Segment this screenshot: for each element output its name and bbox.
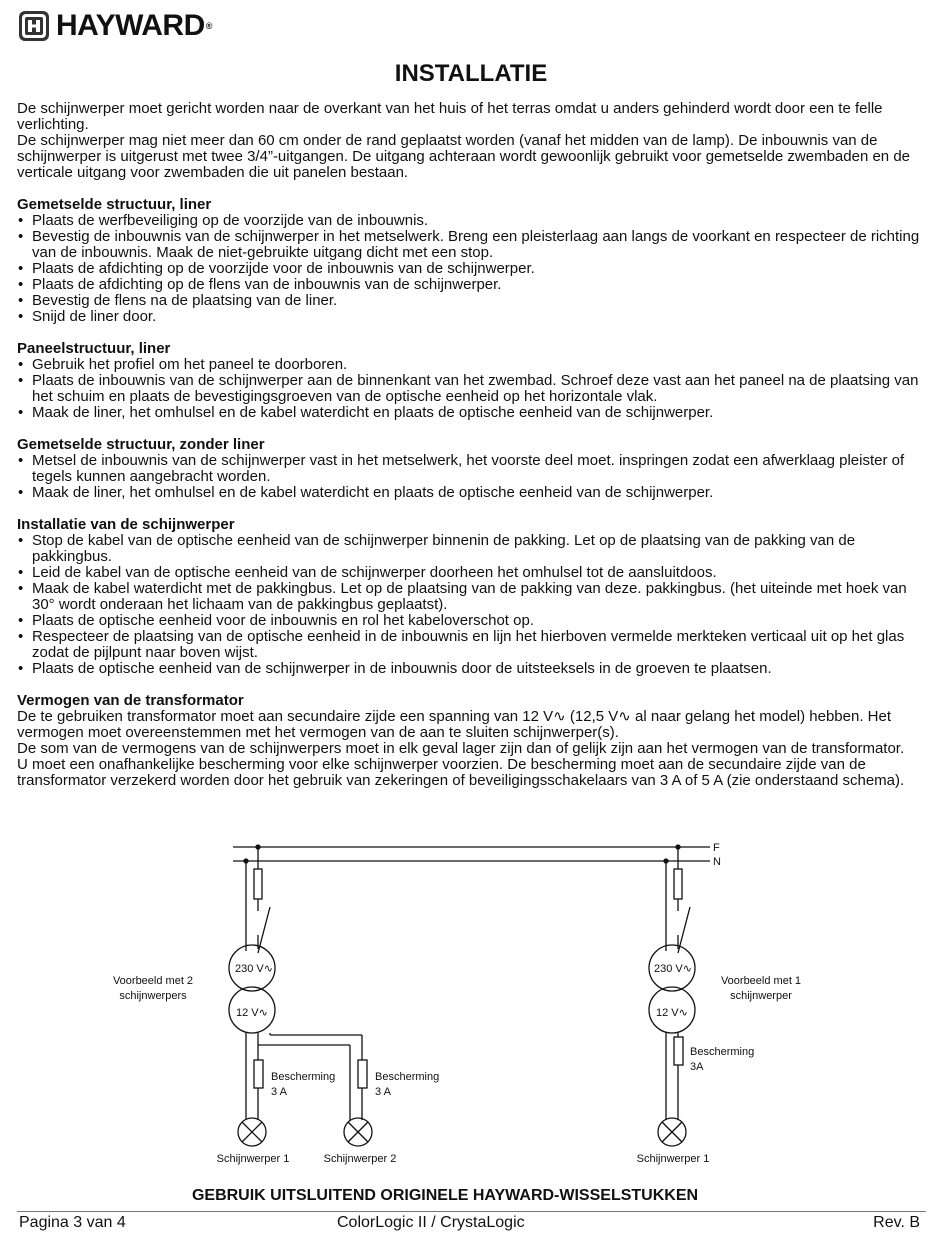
fuse-icon: [674, 1037, 683, 1065]
list-item: • Respecteer de plaatsing van de optische eenheid in de inbouwnis en lijn het hierboven vermelde merkteken verticaal uit op het glas zodat de pijlpunt naar boven wijst.: [17, 629, 929, 661]
brand-name: HAYWARD®: [56, 9, 212, 42]
revision-label: Rev. B: [873, 1214, 920, 1231]
product-name: ColorLogic II / CrystaLogic: [337, 1214, 525, 1231]
page-number: Pagina 3 van 4: [19, 1214, 126, 1231]
list-item: • Plaats de afdichting op de flens van de inbouwnis van de schijnwerper.: [17, 277, 929, 293]
body-paragraph: U moet een onafhankelijke bescherming voor elke schijnwerper voorzien. De bescherming moet aan de secundaire zijde van de transformator verzekerd worden door het gebruik van zekeringen of beveiligingsschakelaars van 3 A of 5 A (zie onderstaand schema).: [17, 756, 905, 789]
right-circuit: [637, 845, 801, 1165]
list-item: • Maak de kabel waterdicht met de pakkingbus. Let op de plaatsing van de pakking van deze. pakkingbus. (het uiteinde met hoek van 30° wordt onderaan het lichaam van de pakkingbus geplaatst).: [17, 581, 929, 613]
list-item: • Gebruik het profiel om het paneel te doorboren.: [17, 357, 929, 373]
footer-divider: [17, 1211, 926, 1212]
fuse-icon: [254, 1060, 263, 1088]
page-footer: [19, 1214, 920, 1234]
fuse-icon: [254, 869, 262, 899]
list-item: • Bevestig de inbouwnis van de schijnwerper in het metselwerk. Breng een pleisterlaag aan langs de voorkant en respecteer de richting van de inbouwnis. Maak de niet-gebruikte uitgang dicht met een stop.: [17, 229, 929, 261]
supply-label-f: F: [713, 842, 720, 854]
supply-label-n: N: [713, 856, 721, 868]
page-title: INSTALLATIE: [394, 60, 548, 87]
section-heading: Installatie van de schijnwerper: [17, 516, 235, 533]
secondary-voltage-label: 12 V∿: [656, 1007, 688, 1019]
bullet-list: [17, 357, 929, 421]
list-item: • Metsel de inbouwnis van de schijnwerper vast in het metselwerk, het voorste deel moet. inspringen zodat een afwerklaag pleister of tegels kunnen aangebracht worden.: [17, 453, 929, 485]
wiring-diagram: [0, 835, 950, 1175]
section-heading: Vermogen van de transformator: [17, 692, 244, 709]
protection-value: 3 A: [271, 1086, 287, 1098]
protection-label: Bescherming: [690, 1046, 755, 1058]
lamp-icon: [238, 1118, 266, 1146]
list-item: • Snijd de liner door.: [17, 309, 929, 325]
bullet-list: [17, 213, 929, 325]
section-heading: Gemetselde structuur, liner: [17, 196, 212, 213]
intro-paragraph: De schijnwerper moet gericht worden naar de overkant van het huis of het terras omdat u anders gehinderd wordt door een te felle verlichting.: [17, 100, 883, 133]
primary-voltage-label: 230 V∿: [235, 963, 273, 975]
example-label: schijnwerpers: [119, 990, 187, 1002]
lamp-label: Schijnwerper 1: [636, 1153, 710, 1165]
protection-value: 3 A: [375, 1086, 391, 1098]
list-item: • Maak de liner, het omhulsel en de kabel waterdicht en plaats de optische eenheid van de schijnwerper.: [17, 485, 929, 501]
fuse-icon: [358, 1060, 367, 1088]
hayward-logo: [18, 9, 212, 43]
lamp-label: Schijnwerper 1: [216, 1153, 290, 1165]
footer-note: GEBRUIK UITSLUITEND ORIGINELE HAYWARD-WISSELSTUKKEN: [191, 1187, 699, 1204]
protection-value: 3A: [690, 1061, 704, 1073]
lamp-icon: [658, 1118, 686, 1146]
list-item: • Stop de kabel van de optische eenheid van de schijnwerper binnenin de pakking. Let op de plaatsing van de pakking van de pakkingbus.: [17, 533, 929, 565]
protection-label: Bescherming: [271, 1071, 336, 1083]
list-item: • Plaats de inbouwnis van de schijnwerper aan de binnenkant van het zwembad. Schroef deze vast aan het paneel na de plaatsing van het schuim en plaats de bevestigingsgroeven van de optische eenheid op het horizontale vlak.: [17, 373, 929, 405]
example-label: Voorbeeld met 1: [720, 975, 802, 987]
section-heading: Gemetselde structuur, zonder liner: [17, 436, 265, 453]
bullet-list: [17, 533, 929, 677]
body-paragraph: De som van de vermogens van de schijnwerpers moet in elk geval lager zijn dan of gelijk zijn aan het vermogen van de transformator.: [17, 740, 905, 757]
example-label: Voorbeeld met 2: [112, 975, 194, 987]
intro-paragraph: De schijnwerper mag niet meer dan 60 cm onder de rand geplaatst worden (vanaf het midden van de lamp). De inbouwnis van de schijnwerper is uitgerust met twee 3/4”-uitgangen. De uitgang achteraan wordt gewoonlijk gebruikt voor gemetselde zwembaden en de verticale uitgang voor zwembaden die uit panelen bestaan.: [17, 132, 911, 181]
list-item: • Plaats de werfbeveiliging op de voorzijde van de inbouwnis.: [17, 213, 929, 229]
fuse-icon: [674, 869, 682, 899]
registered-mark: ®: [205, 21, 212, 31]
lamp-icon: [344, 1118, 372, 1146]
primary-voltage-label: 230 V∿: [654, 963, 692, 975]
example-label: schijnwerper: [730, 990, 792, 1002]
list-item: • Maak de liner, het omhulsel en de kabel waterdicht en plaats de optische eenheid van de schijnwerper.: [17, 405, 929, 421]
left-circuit: [113, 845, 439, 1165]
protection-label: Bescherming: [375, 1071, 440, 1083]
section-heading: Paneelstructuur, liner: [17, 340, 171, 357]
lamp-label: Schijnwerper 2: [323, 1153, 397, 1165]
list-item: • Plaats de afdichting op de voorzijde voor de inbouwnis van de schijnwerper.: [17, 261, 929, 277]
main-content: [17, 101, 929, 789]
list-item: • Plaats de optische eenheid van de schijnwerper in de inbouwnis door de uitsteeksels in de groeven te plaatsen.: [17, 661, 929, 677]
bullet-list: [17, 453, 929, 501]
body-paragraph: De te gebruiken transformator moet aan secundaire zijde een spanning van 12 V∿ (12,5 V∿ al naar gelang het model) hebben. Het vermogen moet overeenstemmen met het vermogen van de aan te sluiten schijnwerper(s).: [17, 708, 892, 741]
list-item: • Leid de kabel van de optische eenheid van de schijnwerper doorheen het omhulsel tot de aansluitdoos.: [17, 565, 929, 581]
list-item: • Plaats de optische eenheid voor de inbouwnis en rol het kabeloverschot op.: [17, 613, 929, 629]
hayward-logo-icon: [18, 10, 50, 42]
secondary-voltage-label: 12 V∿: [236, 1007, 268, 1019]
list-item: • Bevestig de flens na de plaatsing van de liner.: [17, 293, 929, 309]
